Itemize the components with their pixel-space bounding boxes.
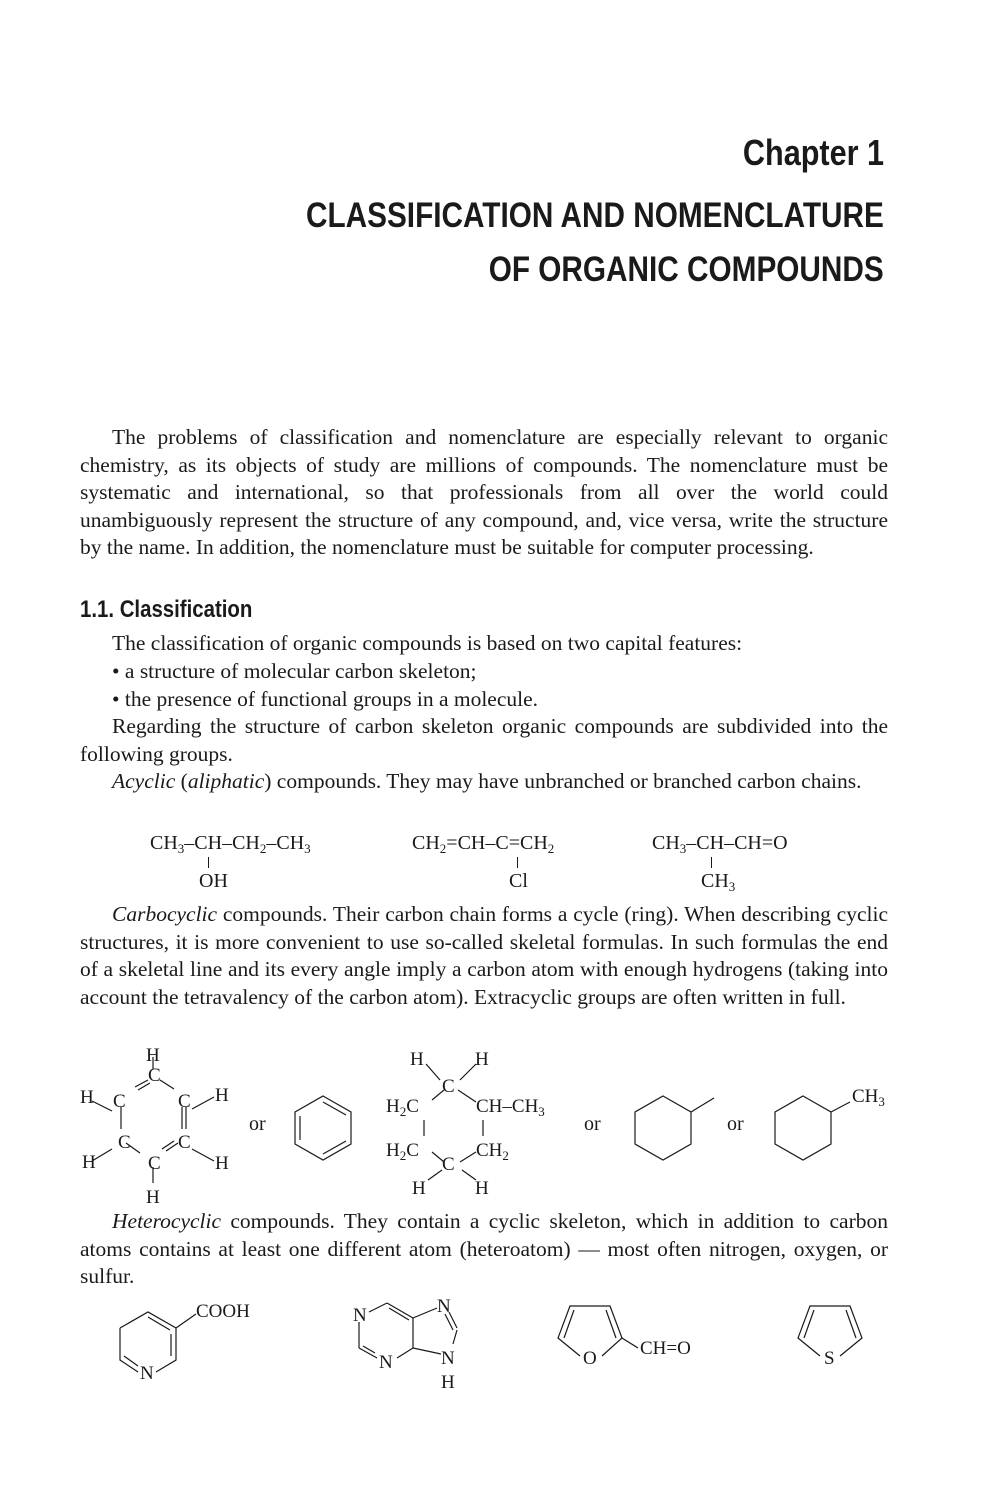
chapter-title-line-2: OF ORGANIC COMPOUNDS xyxy=(488,250,884,289)
svg-text:C: C xyxy=(148,1065,161,1086)
substituent-cl: Cl xyxy=(509,870,528,892)
svg-text:H: H xyxy=(80,1087,94,1108)
svg-text:H: H xyxy=(410,1049,424,1070)
svg-text:N: N xyxy=(437,1296,451,1317)
furfural-structure xyxy=(550,1296,720,1376)
svg-text:C: C xyxy=(178,1132,191,1153)
bond-line xyxy=(711,857,712,868)
formula-butanol: $CH_3-CH-CH_2-CH_3$ xyxy=(150,832,311,856)
svg-text:N: N xyxy=(441,1348,455,1369)
methylcyclohexane-skeletal-ch3-formula xyxy=(770,1080,900,1170)
acyclic-term: Acyclic xyxy=(112,769,176,793)
methylcyclohexane-skeletal-formula xyxy=(630,1090,720,1170)
nicotinic-acid-structure xyxy=(110,1296,270,1386)
ch3-text: CH xyxy=(701,870,729,892)
svg-text:CH3: $CH_3$ xyxy=(852,1086,885,1109)
methylcyclohexane-full-structure xyxy=(380,1048,580,1198)
svg-text:H: H xyxy=(475,1178,489,1198)
svg-text:N: N xyxy=(140,1363,154,1384)
svg-text:H: H xyxy=(475,1049,489,1070)
chapter-label: Chapter 1 xyxy=(742,132,884,173)
svg-text:H: H xyxy=(215,1153,229,1174)
svg-text:H: H xyxy=(412,1178,426,1198)
svg-text:C: C xyxy=(113,1091,126,1112)
svg-text:O: O xyxy=(583,1348,597,1369)
acyclic-paren-term: aliphatic xyxy=(187,769,265,793)
heterocyclic-paragraph xyxy=(80,1208,888,1291)
bond-line xyxy=(517,857,518,868)
formula-chlorobutadiene: $CH_2=CH-C=CH_2$ xyxy=(412,832,555,856)
svg-text:C: C xyxy=(442,1154,455,1175)
section-heading: 1.1. Classification xyxy=(80,596,253,623)
svg-text:H: H xyxy=(82,1152,96,1173)
cooh-label: COOH xyxy=(196,1301,250,1322)
chapter-title-line-1: CLASSIFICATION AND NOMENCLATURE xyxy=(306,196,884,235)
intro-paragraph: The problems of classification and nomenclature are especially relevant to organic chemistry, as its objects of study are millions of compounds. The nomenclature must be systematic and international, so that professionals from all over the world could unambiguously represent the structure of any compound, and, vice versa, write the structure by the name. In addition, the nomenclature must be suitable for computer processing. xyxy=(80,425,888,559)
bullet-item: • a structure of molecular carbon skeleton; xyxy=(112,659,477,683)
svg-text:H2C: $H_2C$ xyxy=(386,1140,419,1163)
svg-text:H: H xyxy=(441,1372,455,1391)
or-text: or xyxy=(727,1113,744,1135)
carbocyclic-paragraph xyxy=(80,901,888,1011)
bond-line xyxy=(208,857,209,868)
regarding-paragraph: Regarding the structure of carbon skeleton organic compounds are subdivided into the following groups. xyxy=(80,714,888,766)
heterocyclic-term: Heterocyclic xyxy=(112,1209,222,1233)
svg-text:CH2: $CH_2$ xyxy=(476,1140,509,1163)
bullet-item: • the presence of functional groups in a molecule. xyxy=(112,687,539,711)
substituent-oh: OH xyxy=(199,870,228,892)
svg-text:CH–CH3: $CH-CH_3$ xyxy=(476,1096,545,1119)
svg-text:H2C: $H_2C$ xyxy=(386,1096,419,1119)
svg-text:C: C xyxy=(118,1132,131,1153)
svg-text:C: C xyxy=(442,1076,455,1097)
svg-text:H: H xyxy=(146,1045,160,1066)
cho-label: CH=O xyxy=(640,1338,691,1359)
svg-text:N: N xyxy=(379,1352,393,1373)
svg-text:H: H xyxy=(215,1085,229,1106)
svg-text:C: C xyxy=(178,1091,191,1112)
svg-text:N: N xyxy=(353,1305,367,1326)
carbocyclic-text: compounds. Their carbon chain forms a cycle (ring). When describing cyclic structures, it is more convenient to use so-called skeletal formulas. In such formulas the end of a skeletal line and its every angle imply a carbon atom with enough hydrogens (taking into account the tetravalency of the carbon atom). Extracyclic groups are often written in full. xyxy=(80,902,888,1009)
acyclic-paragraph: Acyclic (aliphatic) compounds. They may have unbranched or branched carbon chains. xyxy=(112,769,862,793)
classification-lead: The classification of organic compounds is based on two capital features: xyxy=(112,631,743,655)
heterocyclic-text: compounds. They contain a cyclic skeleton, which in addition to carbon atoms contains at least one different atom (heteroatom) — most often nitrogen, oxygen, or sulfur. xyxy=(80,1209,888,1288)
svg-text:H: H xyxy=(146,1187,160,1205)
purine-structure xyxy=(345,1296,485,1391)
benzene-full-structure xyxy=(78,1045,248,1205)
benzene-skeletal-formula xyxy=(290,1090,360,1170)
svg-text:C: C xyxy=(148,1153,161,1174)
or-text: or xyxy=(249,1113,266,1135)
acyclic-text: compounds. They may have unbranched or branched carbon chains. xyxy=(271,769,862,793)
subscript-3: 3 xyxy=(728,879,736,894)
carbocyclic-term: Carbocyclic xyxy=(112,902,218,926)
formula-methylpropanal: $CH_3-CH-CH=O$ xyxy=(652,832,788,856)
thiophene-structure xyxy=(790,1296,870,1376)
substituent-ch3 xyxy=(701,870,735,895)
svg-text:S: S xyxy=(824,1348,835,1369)
or-text: or xyxy=(584,1113,601,1135)
